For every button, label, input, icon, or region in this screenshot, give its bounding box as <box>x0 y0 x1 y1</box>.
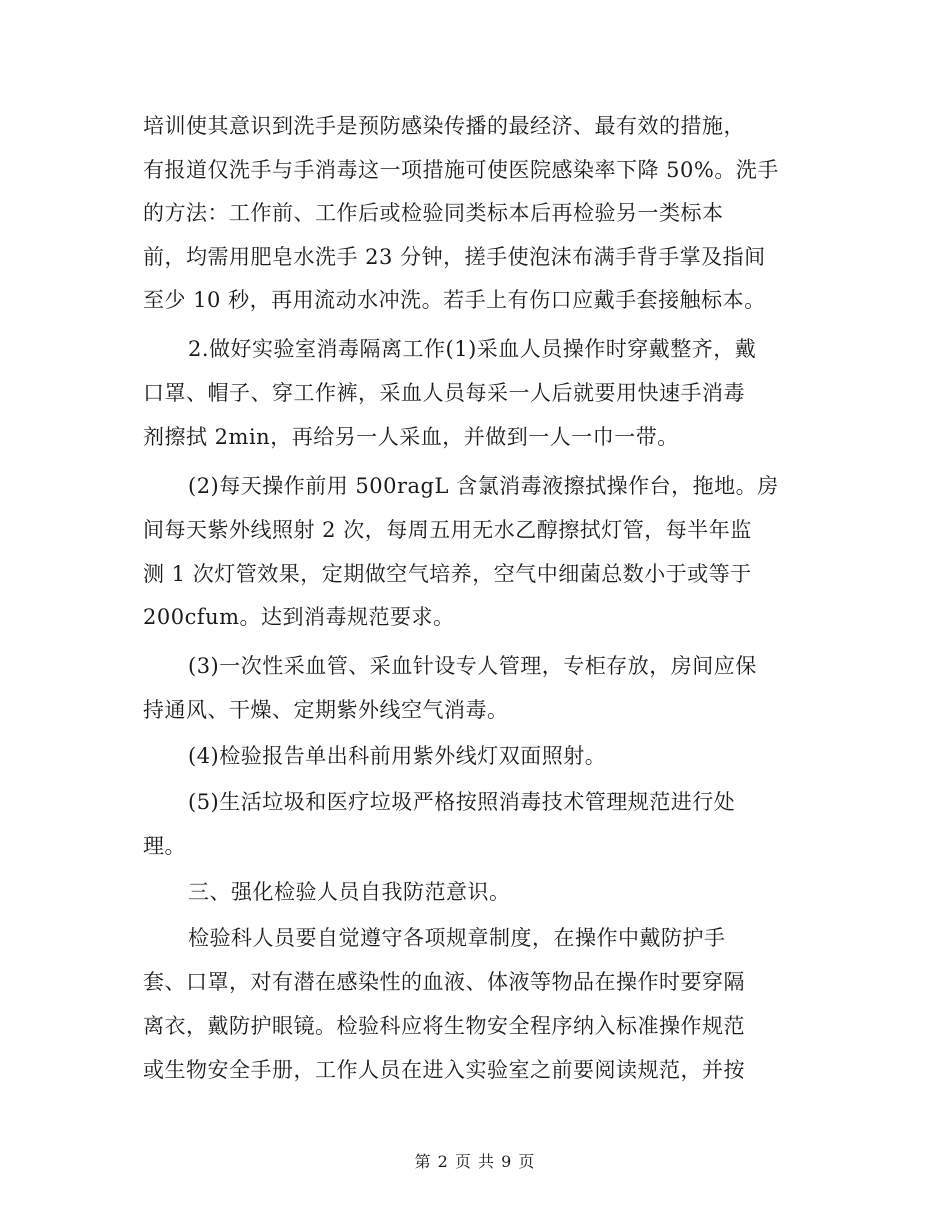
body-line: 检验科人员要自觉遵守各项规章制度，在操作中戴防护手 <box>188 926 726 950</box>
body-line: 理。 <box>143 834 186 858</box>
body-line: 离衣，戴防护眼镜。检验科应将生物安全程序纳入标准操作规范 <box>143 1014 745 1038</box>
page-number-footer: 第 2 页 共 9 页 <box>414 1152 536 1171</box>
body-line: 200cfum。达到消毒规范要求。 <box>143 605 455 629</box>
body-line: (4)检验报告单出科前用紫外线灯双面照射。 <box>188 744 607 768</box>
body-line: 间每天紫外线照射 2 次，每周五用无水乙醇擦拭灯管，每半年监 <box>143 518 752 542</box>
body-line: 或生物安全手册，工作人员在进入实验室之前要阅读规范，并按 <box>143 1058 745 1082</box>
body-line: 套、口罩，对有潜在感染性的血液、体液等物品在操作时要穿隔 <box>143 970 745 994</box>
body-line: 培训使其意识到洗手是预防感染传播的最经济、最有效的措施， <box>143 114 745 138</box>
body-line: 持通风、干燥、定期紫外线空气消毒。 <box>143 698 509 722</box>
body-line: 2.做好实验室消毒隔离工作(1)采血人员操作时穿戴整齐，戴 <box>188 337 757 361</box>
body-line: 前，均需用肥皂水洗手 23 分钟，搓手使泡沫布满手背手掌及指间 <box>143 245 766 269</box>
body-line: 测 1 次灯管效果，定期做空气培养，空气中细菌总数小于或等于 <box>143 562 752 586</box>
body-line: (3)一次性采血管、采血针设专人管理，专柜存放，房间应保 <box>188 654 757 678</box>
body-line: 至少 10 秒，再用流动水冲洗。若手上有伤口应戴手套接触标本。 <box>143 288 766 312</box>
body-line: (5)生活垃圾和医疗垃圾严格按照消毒技术管理规范进行处 <box>188 790 736 814</box>
body-line: (2)每天操作前用 500ragL 含氯消毒液擦拭操作台，拖地。房 <box>188 474 779 498</box>
body-line: 有报道仅洗手与手消毒这一项措施可使医院感染率下降 50%。洗手 <box>143 158 779 182</box>
body-line: 口罩、帽子、穿工作裤，采血人员每采一人后就要用快速手消毒 <box>143 381 745 405</box>
body-line: 剂擦拭 2min，再给另一人采血，并做到一人一巾一带。 <box>143 425 679 449</box>
section-heading: 三、强化检验人员自我防范意识。 <box>188 880 511 904</box>
body-line: 的方法：工作前、工作后或检验同类标本后再检验另一类标本 <box>143 201 724 225</box>
